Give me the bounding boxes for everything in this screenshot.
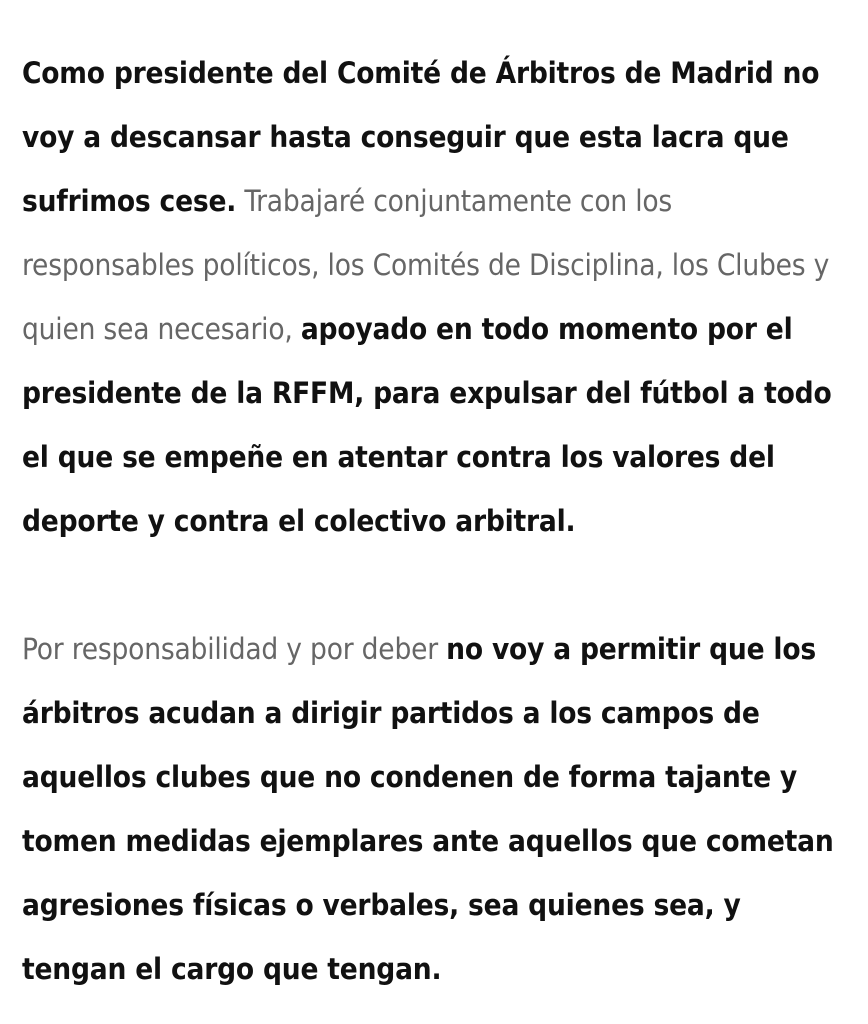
bold-statement: Como presidente del Comité de Árbitros de Madrid no voy a descansar hasta conseguir que esta lacra que sufrimos cese. <box>22 56 820 218</box>
paragraph-2 <box>22 617 852 1001</box>
bold-statement: no voy a permitir que los árbitros acudan a dirigir partidos a los campos de aquellos clubes que no condenen de forma tajante y tomen medidas ejemplares ante aquellos que cometan agresiones físicas o verbales, sea quienes sea, y tengan el cargo que tengan. <box>22 632 834 986</box>
article-body <box>22 41 852 1001</box>
bold-statement: apoyado en todo momento por el presidente de la RFFM, para expulsar del fútbol a todo el que se empeñe en atentar contra los valores del deporte y contra el colectivo arbitral. <box>22 312 832 538</box>
paragraph-1 <box>22 41 852 553</box>
regular-text: Trabajaré conjuntamente con los responsables políticos, los Comités de Disciplina, los Clubes y quien sea necesario, <box>22 184 830 346</box>
regular-text: Por responsabilidad y por deber <box>22 632 447 666</box>
